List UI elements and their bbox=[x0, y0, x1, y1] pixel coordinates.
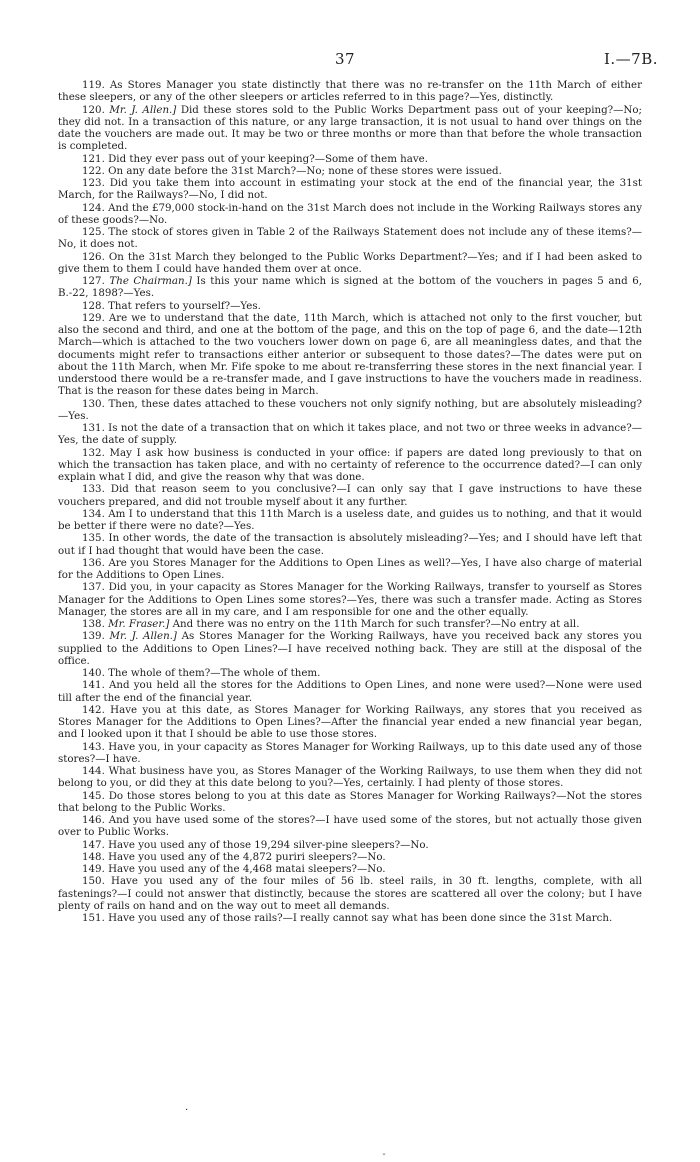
question-141: 141. And you held all the stores for the Additions to Open Lines, and none were used?—None were used till after the end of the financial year. bbox=[58, 679, 642, 704]
question-140: 140. The whole of them?—The whole of them. bbox=[82, 667, 321, 679]
question-129: 129. Are we to understand that the date, 11th March, which is attached not only to the first voucher, but also the second and third, and one at the bottom of the page, and this on the top of page 6, and the date—12th March—which is attached to the two vouchers lower down on page 6, are all meaningless dates, and that the documents might refer to transactions either anterior or subsequent to those dates?—The dates were put on about the 11th March, when Mr. Fife spoke to me about re-transferring these stores in the next financial year. I understood there would be a re-transfer made, and I gave instructions to have the vouchers made in readiness. That is the reason for these dates being in March. bbox=[58, 311, 642, 398]
question-125: 125. The stock of stores given in Table 2 of the Railways Statement does not include any of these items?—No, it does not. bbox=[58, 226, 642, 251]
question-123: 123. Did you take them into account in estimating your stock at the end of the financial year, the 31st March, for the Railways?—No, I did not. bbox=[58, 177, 642, 202]
question-130: 130. Then, these dates attached to these vouchers not only signify nothing, but are absolutely misleading?—Yes. bbox=[58, 397, 642, 422]
question-120: 120. Mr. J. Allen.] Did these stores sold to the Public Works Department pass out of your keeping?—No; they did not. In a transaction of this nature, or any large transaction, it is not usual to hand over things on the date the vouchers are made out. It may be two or three months or more than that before the whole transaction is completed. bbox=[58, 103, 642, 153]
question-136: 136. Are you Stores Manager for the Additions to Open Lines as well?—Yes, I have also charge of material for the Additions to Open Lines. bbox=[58, 556, 642, 581]
question-132: 132. May I ask how business is conducted in your office: if papers are dated long previously to that on which the transaction has taken place, and with no certainty of reference to the occurrence dated?—I can only explain what I did, and give the reason why that was done. bbox=[58, 446, 642, 483]
question-127: 127. The Chairman.] Is this your name which is signed at the bottom of the vouchers in pages 5 and 6, B.-22, 1898?—Yes. bbox=[58, 275, 642, 300]
question-143: 143. Have you, in your capacity as Stores Manager for Working Railways, up to this date used any of those stores?—I have. bbox=[58, 740, 642, 765]
speaker-label: Mr. J. Allen.] bbox=[109, 630, 177, 643]
question-151: 151. Have you used any of those rails?—I really cannot say what has been done since the 31st March. bbox=[82, 912, 613, 924]
question-135: 135. In other words, the date of the transaction is absolutely misleading?—Yes; and I should have left that out if I had thought that would have been the case. bbox=[58, 532, 642, 557]
document-reference: I.—7B. bbox=[603, 50, 658, 68]
question-128: 128. That refers to yourself?—Yes. bbox=[82, 299, 261, 312]
question-121: 121. Did they ever pass out of your keeping?—Some of them have. bbox=[82, 152, 428, 165]
page-number: 37 bbox=[335, 50, 356, 68]
question-139: 139. Mr. J. Allen.] As Stores Manager for the Working Railways, have you received back any stores you supplied to the Additions to Open Lines?—I have received nothing back. They are still at the disposal of the office. bbox=[58, 630, 642, 667]
question-131: 131. Is not the date of a transaction that on which it takes place, and not two or three weeks in advance?—Yes, the date of supply. bbox=[58, 422, 642, 447]
question-147: 147. Have you used any of those 19,294 silver-pine sleepers?—No. bbox=[82, 838, 429, 851]
question-124: 124. And the £79,000 stock-in-hand on the 31st March does not include in the Working Railways stores any of these goods?—No. bbox=[58, 201, 642, 226]
question-149: 149. Have you used any of the 4,468 matai sleepers?—No. bbox=[82, 863, 386, 875]
question-126: 126. On the 31st March they belonged to the Public Works Department?—Yes; and if I had been asked to give them to them I could have handed them over at once. bbox=[58, 250, 642, 275]
question-148: 148. Have you used any of the 4,872 puriri sleepers?—No. bbox=[82, 850, 386, 863]
evidence-body bbox=[58, 79, 642, 924]
question-137: 137. Did you, in your capacity as Stores Manager for the Working Railways, transfer to yourself as Stores Manager for the Additions to Open Lines some stores?—Yes, there was such a transfer made. Acting as Stores Manager, the stores are all in my care, and I am responsible for one and the other equally. bbox=[58, 581, 642, 618]
speaker-label: Mr. J. Allen.] bbox=[109, 103, 177, 116]
question-119: 119. As Stores Manager you state distinctly that there was no re-transfer on the 11th March of either these sleepers, or any of the other sleepers or articles referred to in this page?—Yes, distinctly. bbox=[58, 79, 642, 104]
scan-speck: · bbox=[185, 1105, 189, 1116]
question-142: 142. Have you at this date, as Stores Manager for Working Railways, any stores that you received as Stores Manager for the Additions to Open Lines?—After the financial year ended a new financial year began, and I looked upon it that I should be able to use those stores. bbox=[58, 703, 642, 741]
page-header bbox=[0, 50, 700, 70]
question-134: 134. Am I to understand that this 11th March is a useless date, and guides us to nothing, and that it would be better if there were no date?—Yes. bbox=[58, 507, 642, 532]
question-146: 146. And you have used some of the stores?—I have used some of the stores, but not actually those given over to Public Works. bbox=[58, 814, 642, 839]
scan-mark: ˘ bbox=[382, 1153, 386, 1162]
speaker-label: Mr. Fraser.] bbox=[108, 618, 170, 630]
question-144: 144. What business have you, as Stores Manager of the Working Railways, to use them when they did not belong to you, or did they at this date belong to you?—Yes, certainly. I had plenty of those stores. bbox=[58, 765, 642, 790]
question-133: 133. Did that reason seem to you conclusive?—I can only say that I gave instructions to have these vouchers prepared, and did not trouble myself about it any further. bbox=[58, 483, 642, 508]
question-145: 145. Do those stores belong to you at this date as Stores Manager for Working Railways?—Not the stores that belong to the Public Works. bbox=[58, 789, 642, 814]
question-150: 150. Have you used any of the four miles of 56 lb. steel rails, in 30 ft. lengths, complete, with all fastenings?—I could not answer that distinctly, because the stores are scattered all over the colony; but I have plenty of rails on hand and on the way out to meet all demands. bbox=[58, 875, 642, 912]
question-138: 138. Mr. Fraser.] And there was no entry on the 11th March for such transfer?—No entry at all. bbox=[82, 618, 580, 630]
speaker-label: The Chairman.] bbox=[109, 275, 192, 287]
question-122: 122. On any date before the 31st March?—No; none of these stores were issued. bbox=[82, 164, 502, 177]
